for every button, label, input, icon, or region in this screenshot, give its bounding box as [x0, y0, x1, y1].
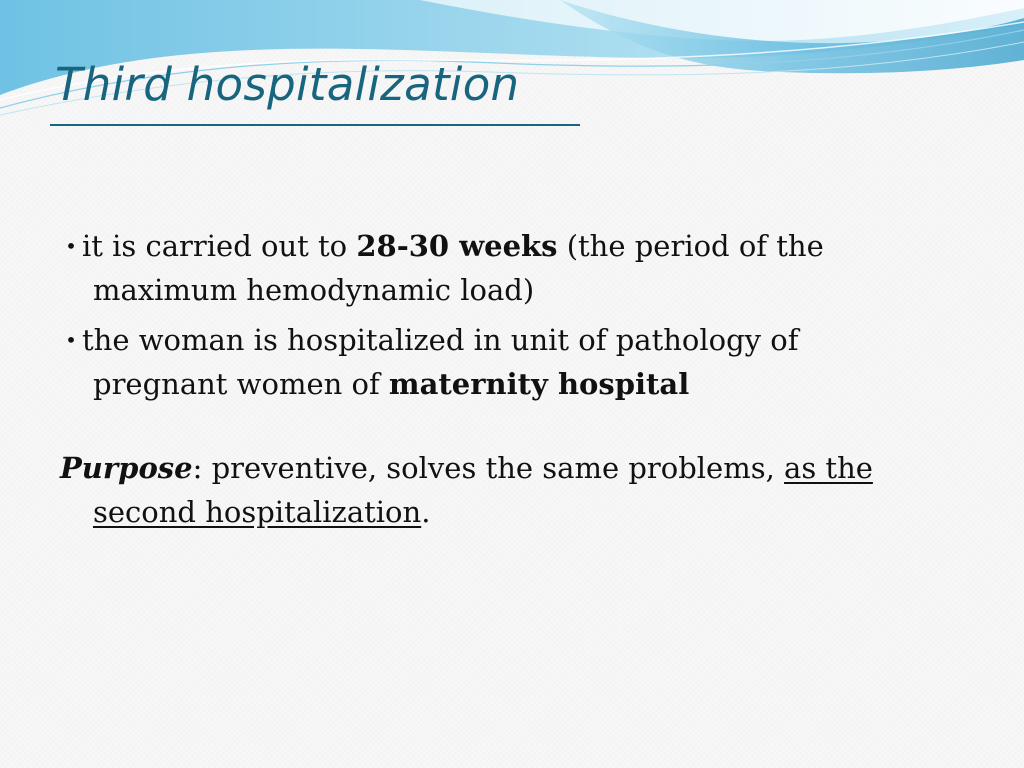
bullet-marker: • — [65, 328, 77, 352]
purpose-end: . — [421, 495, 431, 529]
purpose-text: preventive, solves the same problems, — [202, 451, 785, 485]
bullet-bold-text: 28-30 weeks — [356, 229, 558, 263]
slide-title: Third hospitalization — [55, 58, 520, 111]
purpose-underlined-text: as the second hospitalization — [93, 451, 873, 529]
bullet-item-1 — [60, 224, 940, 312]
bullet-text: the woman is hospitalized in unit of pathology of pregnant women of — [82, 323, 799, 401]
purpose-label: Purpose — [60, 451, 193, 485]
purpose-colon: : — [192, 451, 203, 485]
purpose-paragraph — [60, 446, 940, 534]
bullet-marker: • — [65, 234, 77, 258]
bullet-text: (the period of the maximum hemodynamic load) — [93, 229, 824, 307]
bullet-bold-text: maternity hospital — [388, 367, 690, 401]
bullet-text: it is carried out to — [82, 229, 357, 263]
title-underline — [50, 124, 580, 126]
bullet-item-2 — [60, 318, 940, 406]
slide-body — [60, 224, 940, 563]
